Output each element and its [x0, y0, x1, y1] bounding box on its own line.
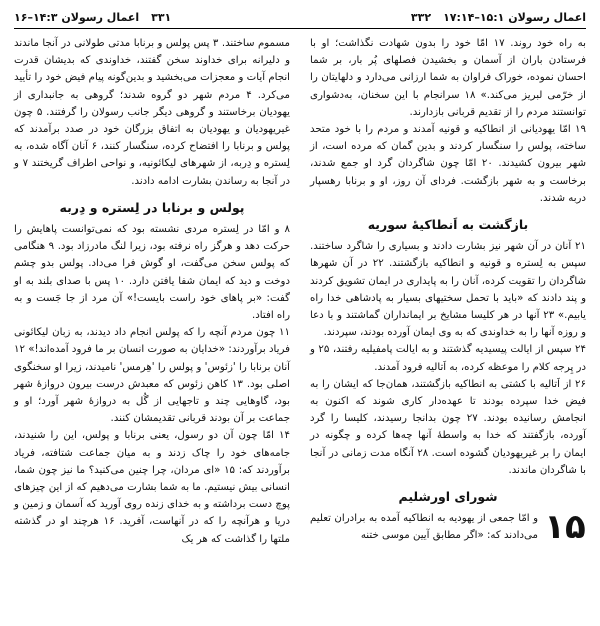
paragraph: و امّا جمعی از یهودیه به انطاکیه آمده به برادران تعلیم می‌دادند که: «اگر مطابق آیین موسی ختنه — [310, 513, 538, 542]
right-header — [411, 11, 586, 24]
chapter-start — [310, 507, 586, 548]
left-page-number: ۳۳۱ — [151, 10, 172, 24]
right-page-number: ۳۳۲ — [410, 10, 432, 24]
left-book-reference: اعمال رسولان ۱۴:۳–۱۶ — [14, 10, 140, 24]
right-book-reference: اعمال رسولان ۱۵:۱–۱۷:۱۴ — [443, 10, 586, 24]
paragraph: ۱۱ چون مردم آنچه را که پولس انجام داد دیدند، به زبان لیکائونی فریاد برآوردند: «خدایان به صورت انسان بر ما فرود آمده‌اند!» ۱۲ آنان برنابا را 'زئوس' و پولس را 'هِرمس' نامیدند، زیرا او سخنگوی اصلی بود. ۱۳ کاهن زئوس که معبدش درست بیرون دروازهٔ شهر بود، گاوهایی چند و تاجهایی از گُل به دروازهٔ شهر آورد؛ او و جماعت بر آن بودند قربانی تقدیمشان کنند. — [14, 327, 290, 425]
paragraph: ۱۹ امّا یهودیانی از انطاکیه و قونیه آمدند و مردم را با خود متحد ساخته، پولس را سنگسار کردند و بدین گمان که مرده است، از شهر بیرون کشیدند. ۲۰ امّا چون شاگردان گرد او جمع شدند، برخاست و به شهر بازگشت. فردای آن روز، او و برنابا رهسپار دربه شدند. — [310, 124, 586, 204]
left-column — [14, 35, 290, 548]
right-column — [310, 35, 586, 548]
left-header — [14, 11, 171, 24]
running-header — [14, 6, 586, 29]
section-heading: پولس و برنابا در لِستره و دِربه — [59, 199, 245, 215]
section-heading: بازگشت به اَنطاکیهٔ سوریه — [367, 217, 529, 233]
paragraph: ۲۱ آنان در آن شهر نیز بشارت دادند و بسیاری را شاگرد ساختند. سپس به لِستره و قونیه و انطاکیه بازگشتند. ۲۲ در آن شهرها شاگردان را تقویت کرده، آنان را به پایداری در ایمان تشویق کردند و پند دادند که «باید با تحمل سختیهای بسیار به پادشاهی خدا راه یابیم.» ۲۳ آنها در هر کلیسا مشایخ بر ایمانداران گماشتند و با دعا و روزه آنها را به خداوندی که به وی ایمان آورده بودند، سپردند. — [310, 241, 586, 339]
chapter-number: ۱۵ — [544, 507, 586, 548]
paragraph: ۲۴ سپس از ایالت پیسیدیه گذشتند و به ایالت پامفیلیه رفتند، ۲۵ و در پِرجه کلام را موعظه کرده، به اَتالیه فرود آمدند. — [310, 344, 586, 373]
paragraph: ۱۴ امّا چون آن دو رسول، یعنی برنابا و پولس، این را شنیدند، جامه‌های خود را چاک زدند و به میان جماعت شتافته، فریاد برآوردند که: ۱۵ «ای مردان، چرا چنین می‌کنید؟ ما نیز چون شما، انسانی بیش نیستیم. ما به شما بشارت می‌دهیم که از این چیزهای پوچ دست برداشته و به خدای زنده روی آورید که آسمان و زمین و دریا و هرآنچه را که در آنهاست، آفرید. ۱۶ هرچند او در گذشته ملتها را گذاشت که هر یک — [14, 430, 291, 545]
text-columns — [14, 35, 586, 548]
paragraph: به راه خود روند. ۱۷ امّا خود را بدون شهادت نگذاشت؛ او با فرستادن باران از آسمان و بخشیدن فصلهای پُر بار، بر شما احسان نموده، خوراک فراوان به شما ارزانی می‌دارد و دلهایتان را از خرّمی لبریز می‌کند.» ۱۸ سرانجام با این سخنان، به‌دشواری توانستند مردم را از تقدیم قربانی بازدارند. — [310, 38, 586, 118]
paragraph: ۸ و امّا در لِستره مردی نشسته بود که نمی‌توانست پاهایش را حرکت دهد و هرگز راه نرفته بود، زیرا لنگ مادرزاد بود. ۹ هنگامی که پولس سخن می‌گفت، او گوش فرا می‌داد. پولس بدو چشم دوخت و دید که ایمان شفا یافتن دارد. ۱۰ پس با صدای بلند به او گفت: «بر پاهای خود راست بایست!» آن مرد از جا جَست و به راه افتاد. — [14, 224, 291, 322]
paragraph: مسموم ساختند. ۳ پس پولس و برنابا مدتی طولانی در آنجا ماندند و دلیرانه برای خداوند سخن گفتند، خداوندی که بدیشان قدرت انجام آیات و معجزات می‌بخشید و بدین‌گونه پیام فیض خود را تأیید می‌کرد. ۴ مردم شهر دو گروه شدند؛ گروهی به جانبداری از یهودیان برخاستند و گروهی دیگر جانب رسولان را گرفتند. ۵ چون غیریهودیان و یهودیان به اتفاق بزرگان خود در صدد برآمدند که پولس و برنابا را افتضاح کرده، سنگسار کنند، ۶ آنان آگاه شده، به لِستره و دِربه، از شهرهای لیکائونیه، و نواحی اطراف گریختند ۷ و در آنجا به رساندن بشارت ادامه دادند. — [14, 38, 291, 187]
paragraph: ۲۶ از اَتالیه با کشتی به انطاکیه بازگشتند، همان‌جا که ایشان را به فیض خدا سپرده بودند تا عهده‌دار کاری شوند که اکنون به انجامش رسانیده بودند. ۲۷ چون بدانجا رسیدند، کلیسا را گرد آورده، بازگفتند که خدا به واسطهٔ آنها چه‌ها کرده و چگونه در ایمان را بر غیریهودیان گشوده است. ۲۸ آنگاه مدت زمانی در آنجا با شاگردان ماندند. — [310, 378, 586, 476]
section-heading: شورای اورشلیم — [398, 489, 498, 505]
